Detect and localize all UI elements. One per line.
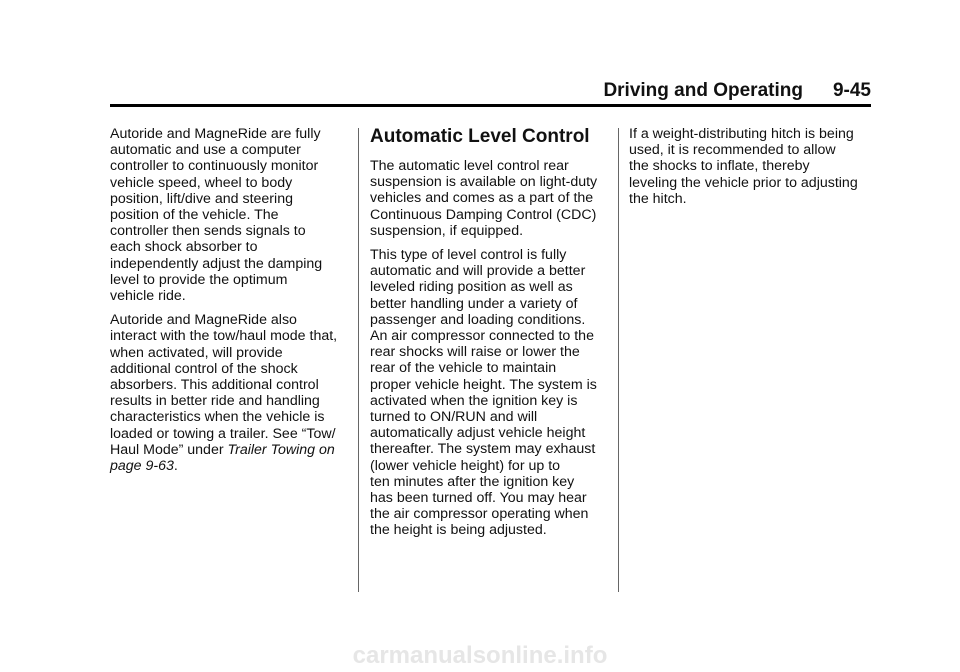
paragraph-hitch: If a weight-distributing hitch is being used, it is recommended to allow the shocks to inflate, thereby leveling the vehicle prior to adjusting the hitch.	[629, 126, 858, 207]
paragraph-alc-detail: This type of level control is fully automatic and will provide a better leveled riding position as well as better handling under a variety of passenger and loading conditions. An air compressor connected to the rear shocks will raise or lower the rear of the vehicle to maintain proper vehicle height. The system is activated when the ignition key is turned to ON/RUN and will automatically adjust vehicle height thereafter. The system may exhaust (lower vehicle height) for up to ten minutes after the ignition key has been turned off. You may hear the air compressor operating when the height is being adjusted.	[370, 247, 597, 539]
paragraph-autoride-intro: Autoride and MagneRide are fully automatic and use a computer controller to continuously monitor vehicle speed, wheel to body position, lift/dive and steering position of the vehicle. The controller then sends signals to each shock absorber to independently adjust the damping level to provide the optimum vehicle ride.	[110, 126, 323, 305]
watermark: carmanualsonline.info	[352, 642, 608, 669]
section-title: Driving and Operating	[603, 80, 803, 101]
header-rule	[110, 104, 871, 107]
column-1	[110, 126, 352, 482]
heading-automatic-level-control: Automatic Level Control	[370, 126, 590, 147]
link-trailer-towing[interactable]: Trailer Towing on	[227, 441, 335, 458]
page-header	[110, 80, 871, 102]
link-page-ref[interactable]: page 9-63	[110, 458, 174, 475]
paragraph-tow-haul: Autoride and MagneRide also interact with the tow/haul mode that, when activated, will provide additional control of the shock absorbers. This additional control results in better ride and handling characteristics when the vehicle is loaded or towing a trailer. See “Tow/ Haul Mode” under Trailer Towing on page 9-63.	[110, 312, 338, 475]
column-divider	[358, 128, 359, 592]
paragraph-alc-intro: The automatic level control rear suspension is available on light-duty vehicles and comes as a part of the Continuous Damping Control (CDC) suspension, if equipped.	[370, 158, 598, 239]
column-divider	[618, 128, 619, 592]
column-2	[370, 126, 610, 547]
column-3	[629, 126, 871, 215]
page-number: 9-45	[832, 80, 871, 101]
